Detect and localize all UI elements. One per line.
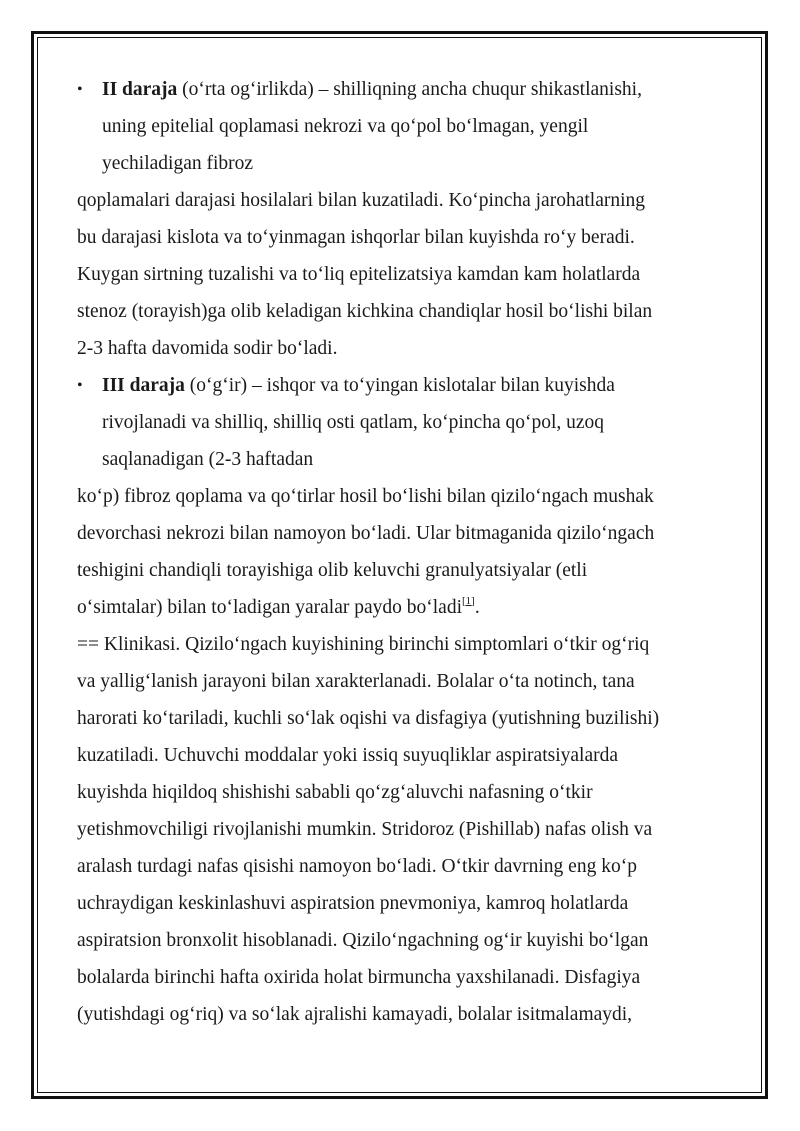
bullet-line [102, 71, 727, 108]
text-line: (yutishdagi og‘riq) va so‘lak ajralishi kamayadi, bolalar isitmalamaydi, [77, 1004, 633, 1025]
text-line: bu darajasi kislota va to‘yinmagan ishqorlar bilan kuyishda ro‘y beradi. [77, 227, 635, 248]
text-line: ko‘p) fibroz qoplama va qo‘tirlar hosil bo‘lishi bilan qizilo‘ngach mushak [77, 486, 654, 507]
text-line: va yallig‘lanish jarayoni bilan xarakterlanadi. Bolalar o‘ta notinch, tana [77, 671, 635, 692]
bullet-line: saqlanadigan (2-3 haftadan [102, 449, 314, 470]
text-line: aralash turdagi nafas qisishi namoyon bo‘ladi. O‘tkir davrning eng ko‘p [77, 856, 637, 877]
bullet-title: II daraja [102, 79, 178, 100]
text-line: devorchasi nekrozi bilan namoyon bo‘ladi. Ular bitmaganida qizilo‘ngach [77, 523, 655, 544]
document-body [77, 71, 727, 1033]
text-segment: . [474, 597, 480, 618]
bullet-line: yechiladigan fibroz [102, 153, 254, 174]
bullet-item-degree-3 [77, 367, 727, 478]
text-line: Kuygan sirtning tuzalishi va to‘liq epitelizatsiya kamdan kam holatlarda [77, 264, 641, 285]
text-line: teshigini chandiqli torayishiga olib keluvchi granulyatsiyalar (etli [77, 560, 588, 581]
text-line: aspiratsion bronxolit hisoblanadi. Qizilo‘ngachning og‘ir kuyishi bo‘lgan [77, 930, 649, 951]
text-line: 2-3 hafta davomida sodir bo‘ladi. [77, 338, 338, 359]
footnote-link[interactable]: [1] [461, 594, 475, 607]
text-line: harorati ko‘tariladi, kuchli so‘lak oqishi va disfagiya (yutishning buzilishi) [77, 708, 660, 729]
text-line: stenoz (torayish)ga olib keladigan kichkina chandiqlar hosil bo‘lishi bilan [77, 301, 653, 322]
text-line: uchraydigan keskinlashuvi aspiratsion pnevmoniya, kamroq holatlarda [77, 893, 629, 914]
text-line: bolalarda birinchi hafta oxirida holat birmuncha yaxshilanadi. Disfagiya [77, 967, 641, 988]
text-line: kuzatiladi. Uchuvchi moddalar yoki issiq suyuqliklar aspiratsiyalarda [77, 745, 618, 766]
text-line: == Klinikasi. Qizilo‘ngach kuyishining birinchi simptomlari o‘tkir og‘riq [77, 634, 650, 655]
text-line [77, 589, 727, 626]
bullet-item-degree-2 [77, 71, 727, 182]
text-segment: o‘simtalar) bilan to‘ladigan yaralar paydo bo‘ladi [77, 597, 462, 618]
text-line: kuyishda hiqildoq shishishi sababli qo‘zg‘aluvchi nafasning o‘tkir [77, 782, 593, 803]
bullet-title: III daraja [102, 375, 185, 396]
text-line: yetishmovchiligi rivojlanishi mumkin. Stridoroz (Pishillab) nafas olish va [77, 819, 653, 840]
paragraph-clinical [77, 626, 727, 1033]
text-line: qoplamalari darajasi hosilalari bilan kuzatiladi. Ko‘pincha jarohatlarning [77, 190, 646, 211]
bullet-line: uning epitelial qoplamasi nekrozi va qo‘pol bo‘lmagan, yengil [102, 116, 589, 137]
bullet-text: (o‘rta og‘irlikda) – shilliqning ancha chuqur shikastlanishi, [177, 79, 642, 100]
bullet-line: rivojlanadi va shilliq, shilliq osti qatlam, ko‘pincha qo‘pol, uzoq [102, 412, 605, 433]
paragraph-1 [77, 182, 727, 367]
bullet-icon: • [77, 81, 83, 98]
paragraph-2 [77, 478, 727, 626]
bullet-text: (o‘g‘ir) – ishqor va to‘yingan kislotalar bilan kuyishda [184, 375, 615, 396]
bullet-line [102, 367, 727, 404]
bullet-icon: • [77, 377, 83, 394]
